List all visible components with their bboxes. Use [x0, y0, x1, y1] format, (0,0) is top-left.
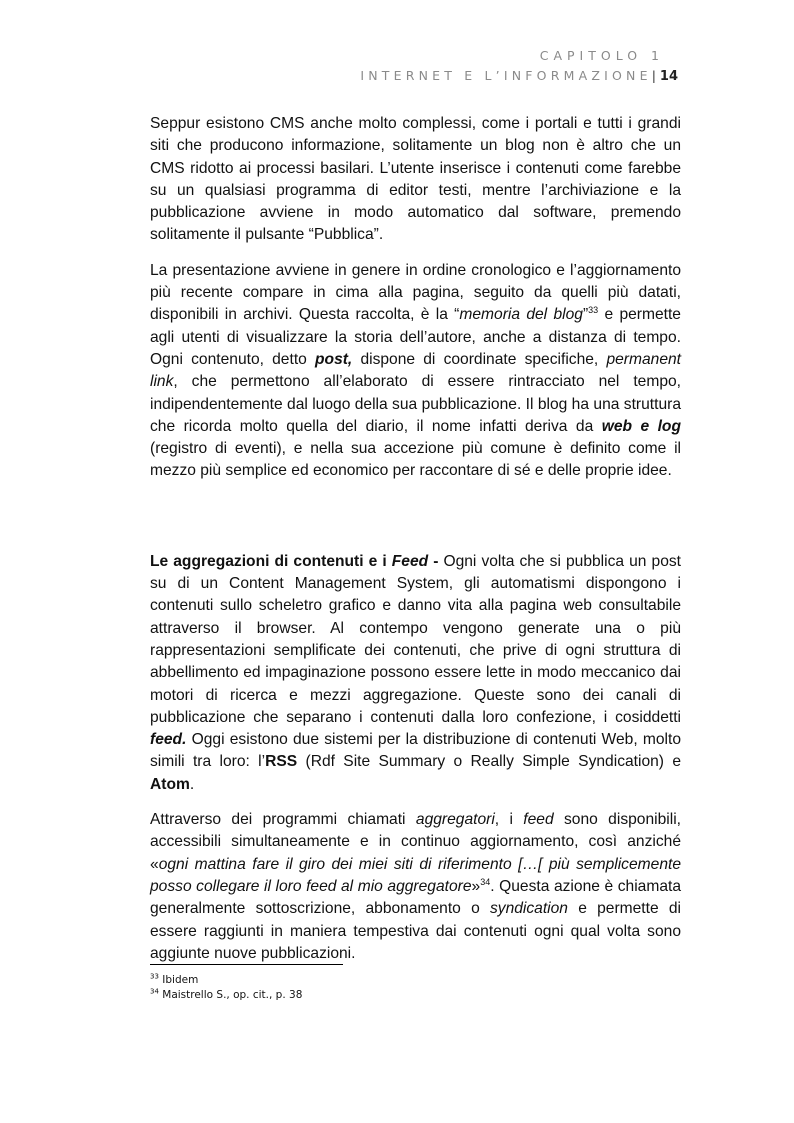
- emphasis-memoria-del-blog: memoria del blog: [459, 306, 583, 324]
- paragraph-cms: Seppur esistono CMS anche molto complessi, come i portali e tutti i grandi siti che producono informazione, solitamente un blog non è altro che un CMS ridotto ai processi basilari. L’utente inserisce i contenuti come farebbe su un qualsiasi programma di editor testi, mentre l’archiviazione e la pubblicazione avviene in modo automatico dal software, premendo solitamente il pulsante “Pubblica”.: [150, 115, 681, 244]
- footnote-33: $^{33}$ Ibidem: [150, 972, 199, 986]
- paragraph-blog-presentation: La presentazione avviene in genere in ordine cronologico e l’aggiornamento più recente compare in cima alla pagina, seguito da quelli più datati, disponibili in archivi. Questa raccolta, è la “memoria del blog”$^{33}$ e permette agli utenti di visualizzare la storia dell’autore, anche a distanza di tempo. Ogni contenuto, detto post, dispone di coordinate specifiche, permanent link, che permettono all’elaborato di essere rintracciato nel tempo, indipendentemente dal luogo della sua pubblicazione. Il blog ha una struttura che ricorda molto quella del diario, il nome infatti deriva da web e log (registro di eventi), e nella sua accezione più comune è definito come il mezzo più semplice ed economico per raccontare di sé e delle proprie idee.: [150, 261, 682, 480]
- emphasis-feed: feed.: [150, 731, 187, 749]
- term-rss: RSS: [265, 753, 298, 771]
- footnote-ref-34[interactable]: 34: [480, 876, 491, 887]
- emphasis-feed-2: feed: [523, 811, 554, 829]
- footnote-ref-33[interactable]: 33: [588, 305, 599, 316]
- term-atom: Atom: [150, 775, 190, 793]
- emphasis-web-e-log: web e log: [601, 417, 681, 435]
- footnotes: [150, 964, 681, 1003]
- footnote-divider: [150, 964, 343, 965]
- page-number: 14: [659, 69, 678, 84]
- running-title: INTERNET E L’INFORMAZIONE: [360, 68, 652, 83]
- paragraph-aggregators: Attraverso dei programmi chiamati aggregatori, i feed sono disponibili, accessibili simultaneamente e in continuo aggiornamento, così anziché «ogni mattina fare il giro dei miei siti di riferimento […[ più semplicemente posso collegare il loro feed al mio aggregatore»$^{34}$. Questa azione è chiamata generalmente sottoscrizione, abbonamento o syndication e permette di essere raggiunti in maniera tempestiva dai contenuti ogni qual volta sono aggiunte nuove pubblicazioni.: [150, 811, 681, 962]
- main-text: [150, 113, 681, 965]
- footnote-34: $^{34}$ Maistrello S., op. cit., p. 38: [150, 987, 303, 1001]
- header-separator: |: [651, 68, 656, 83]
- chapter-label: CAPITOLO 1: [539, 48, 664, 63]
- running-header: [360, 66, 678, 87]
- emphasis-permanent-link: permanent link: [150, 350, 682, 391]
- emphasis-syndication: syndication: [489, 900, 568, 918]
- quotation: ogni mattina fare il giro dei miei siti di riferimento […[ più semplicemente posso collegare il loro feed al mio aggregatore: [150, 855, 681, 895]
- paragraph-feed-aggregation: Le aggregazioni di contenuti e i Feed - Ogni volta che si pubblica un post su di un Content Management System, gli automatismi dispongono i contenuti sullo scheletro grafico e danno vita alla pagina web consultabile attraverso il browser. Al contempo vengono generate una o più rappresentazioni semplificate dei contenuti, che prive di ogni struttura di abbellimento ed impaginazione possono essere lette in modo meccanico dai motori di ricerca e mezzi aggregazione. Queste sono dei canali di pubblicazione che separano i contenuti dalla loro confezione, i cosiddetti feed. Oggi esistono due sistemi per la distribuzione di contenuti Web, molto simili tra loro: l’RSS (Rdf Site Summary o Really Simple Syndication) e Atom.: [150, 552, 681, 793]
- section-heading: Le aggregazioni di contenuti e i Feed -: [150, 552, 439, 570]
- emphasis-aggregatori: aggregatori: [415, 811, 495, 829]
- page-header: [360, 46, 678, 87]
- emphasis-post: post,: [315, 350, 353, 368]
